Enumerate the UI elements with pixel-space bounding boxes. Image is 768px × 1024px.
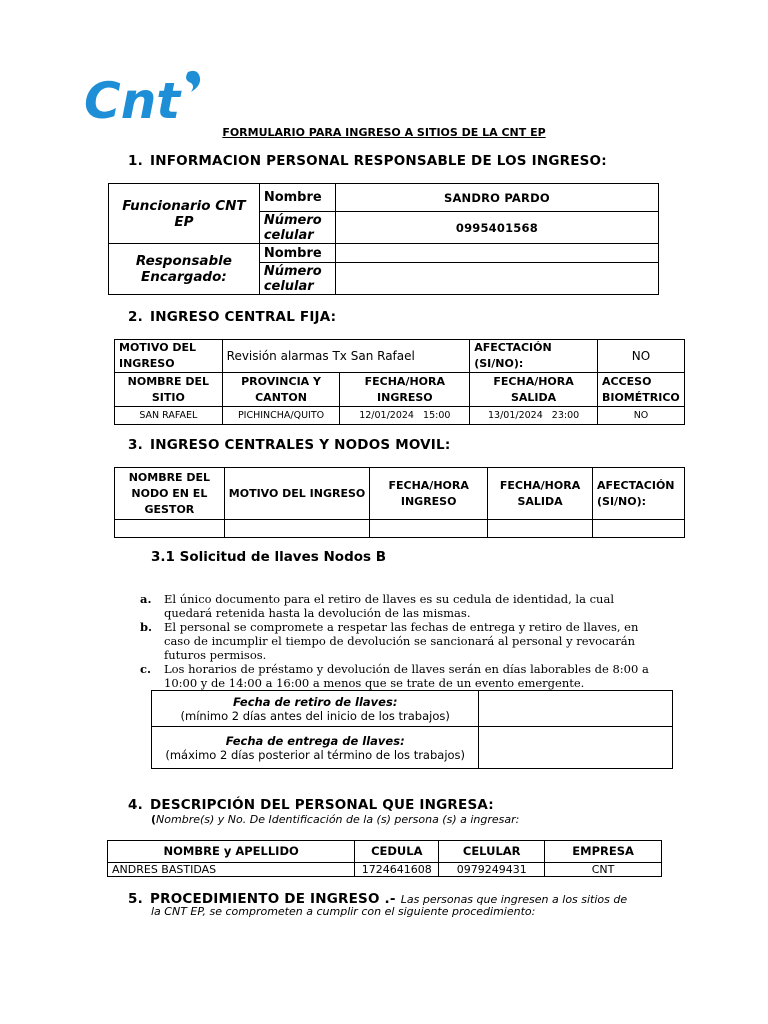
retiro-label-cell [152,691,479,727]
funcionario-celular[interactable]: 0995401568 [335,212,658,244]
cell-empresa[interactable]: CNT [545,863,662,877]
col-cedula: CEDULA [355,841,439,863]
col-ingreso: FECHA/HORA INGRESO [340,373,470,407]
col-nodo: NOMBRE DEL NODO EN EL GESTOR [115,468,225,520]
col-ingreso-3: FECHA/HORA INGRESO [370,468,488,520]
cell-sitio[interactable]: SAN RAFAEL [115,407,223,425]
motivo-value[interactable]: Revisión alarmas Tx San Rafael [222,340,470,373]
section-3-1-title: 3.1 Solicitud de llaves Nodos B [151,549,387,565]
responsables-table [108,183,659,295]
central-fija-table [114,339,685,425]
cell-afectacion-3[interactable] [593,520,685,538]
cell-motivo[interactable] [224,520,370,538]
col-nombre: NOMBRE y APELLIDO [108,841,355,863]
funcionario-label: Funcionario CNT EP [109,184,260,244]
col-motivo: MOTIVO DEL INGRESO [224,468,370,520]
section-4-note: (Nombre(s) y No. De Identificación de la (s) persona (s) a ingresar: [151,813,520,826]
nombre-label-2: Nombre [259,244,335,263]
section-2-title: 2. INGRESO CENTRAL FIJA: [128,309,337,325]
cell-ingreso-3[interactable] [370,520,488,538]
entrega-label-cell [152,727,479,769]
cell-salida[interactable]: 13/01/2024 23:00 [470,407,598,425]
llaves-dates-table [151,690,673,769]
section-4-title: 4. DESCRIPCIÓN DEL PERSONAL QUE INGRESA: [128,797,494,813]
personal-table [107,840,662,877]
cell-provincia[interactable]: PICHINCHA/QUITO [222,407,340,425]
retiro-note: (mínimo 2 días antes del inicio de los trabajos) [180,708,450,723]
afectacion-value[interactable]: NO [597,340,684,373]
motivo-label: MOTIVO DEL INGRESO [115,340,223,373]
afectacion-label: AFECTACIÓN (SI/NO): [470,340,598,373]
col-biometrico: ACCESO BIOMÉTRICO [597,373,684,407]
responsable-label: Responsable Encargado: [109,244,260,295]
col-salida: FECHA/HORA SALIDA [470,373,598,407]
celular-label: Número celular [259,212,335,244]
entrega-label: Fecha de entrega de llaves: [225,733,405,748]
cell-cedula[interactable]: 1724641608 [355,863,439,877]
cell-biometrico[interactable]: NO [597,407,684,425]
cnt-logo [84,66,214,126]
nodos-movil-table [114,467,685,538]
section-1-title: 1. INFORMACION PERSONAL RESPONSABLE DE LOS INGRESO: [128,153,607,169]
section-5: 5. PROCEDIMIENTO DE INGRESO .- Las personas que ingresen a los sitios de [128,891,628,907]
entrega-date-field[interactable] [479,727,673,769]
logo-text: Cnt [84,72,181,126]
section-3-title: 3. INGRESO CENTRALES Y NODOS MOVIL: [128,437,451,453]
responsable-nombre[interactable] [335,244,658,263]
col-empresa: EMPRESA [545,841,662,863]
responsable-celular[interactable] [335,263,658,295]
retiro-date-field[interactable] [479,691,673,727]
entrega-note: (máximo 2 días posterior al término de los trabajos) [165,747,466,762]
logo-apostrophe-icon [186,71,200,92]
list-item: a. El único documento para el retiro de llaves es su cedula de identidad, la cual quedará retenida hasta la devolución de las mismas. [140,592,614,620]
cell-nodo[interactable] [115,520,225,538]
col-salida-3: FECHA/HORA SALIDA [488,468,593,520]
retiro-label: Fecha de retiro de llaves: [232,694,398,709]
list-item: b. El personal se compromete a respetar las fechas de entrega y retiro de llaves, en caso de incumplir el tiempo de devolución se sancionará al personal y revocarán futuros permisos. [140,620,639,662]
cell-salida-3[interactable] [488,520,593,538]
celular-label-2: Número celular [259,263,335,295]
cell-nombre[interactable]: ANDRES BASTIDAS [108,863,355,877]
document-title: FORMULARIO PARA INGRESO A SITIOS DE LA CNT EP [222,126,546,139]
cell-ingreso[interactable]: 12/01/2024 15:00 [340,407,470,425]
col-celular: CELULAR [439,841,545,863]
col-provincia: PROVINCIA Y CANTON [222,373,340,407]
col-afectacion-3: AFECTACIÓN (SI/NO): [593,468,685,520]
nombre-label: Nombre [259,184,335,212]
funcionario-nombre[interactable]: SANDRO PARDO [335,184,658,212]
llaves-rules-list [140,592,660,690]
col-sitio: NOMBRE DEL SITIO [115,373,223,407]
list-item: c. Los horarios de préstamo y devolución de llaves serán en días laborables de 8:00 a 10:00 y de 14:00 a 16:00 a menos que se trate de un evento emergente. [140,662,649,690]
section-5-text-2: la CNT EP, se comprometen a cumplir con el siguiente procedimiento: [151,905,536,918]
cell-celular[interactable]: 0979249431 [439,863,545,877]
section-5-text-1: Las personas que ingresen a los sitios de [400,893,628,906]
